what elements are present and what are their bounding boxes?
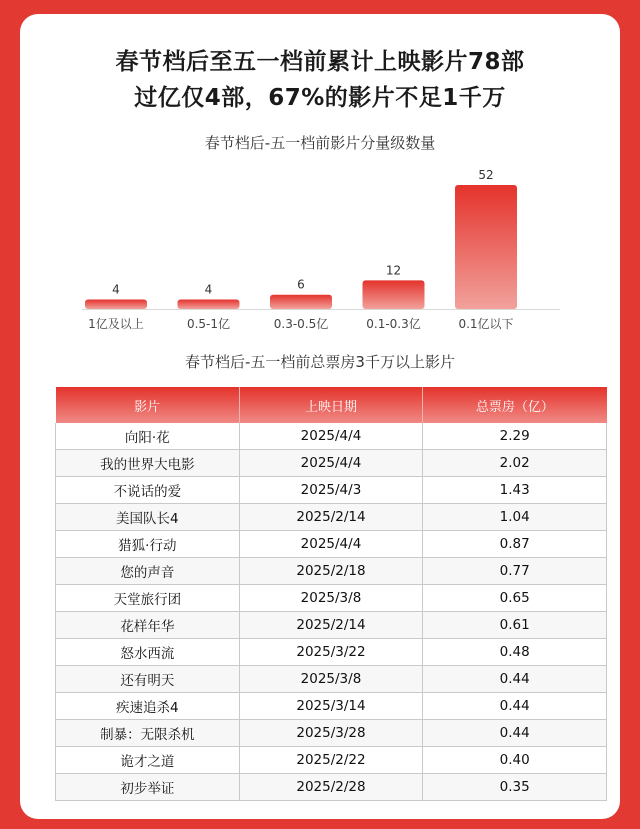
film-cell: 怒水西流 (56, 639, 240, 666)
film-cell: 我的世界大电影 (56, 450, 240, 477)
table-row (56, 666, 607, 693)
table-row (56, 693, 607, 720)
table-row (56, 612, 607, 639)
table-title: 春节档后-五一档前总票房3千万以上影片 (185, 353, 455, 371)
film-cell: 不说话的爱 (56, 477, 240, 504)
film-cell: 您的声音 (56, 558, 240, 585)
film-cell: 天堂旅行团 (56, 585, 240, 612)
box-office-cell: 0.35 (423, 774, 607, 801)
bar (270, 295, 332, 309)
content-card (20, 14, 620, 819)
table-row (56, 450, 607, 477)
release-date-cell: 2025/2/14 (239, 612, 423, 639)
table-row (56, 531, 607, 558)
release-date-cell: 2025/3/14 (239, 693, 423, 720)
table-body (56, 423, 607, 801)
category-tick-label: 1亿及以上 (88, 317, 144, 331)
bar (455, 185, 517, 309)
box-office-cell: 0.77 (423, 558, 607, 585)
table-row (56, 477, 607, 504)
bar-series (85, 168, 517, 331)
film-cell: 花样年华 (56, 612, 240, 639)
bar-value-label: 52 (478, 168, 494, 182)
release-date-cell: 2025/2/14 (239, 504, 423, 531)
release-date-cell: 2025/4/3 (239, 477, 423, 504)
box-office-cell: 0.44 (423, 693, 607, 720)
table-row (56, 747, 607, 774)
box-office-cell: 2.29 (423, 423, 607, 450)
column-header-box-office: 总票房（亿） (423, 387, 607, 423)
table-header-row (56, 387, 607, 423)
table-row (56, 585, 607, 612)
box-office-cell: 0.44 (423, 720, 607, 747)
release-date-cell: 2025/3/8 (239, 585, 423, 612)
film-cell: 向阳·花 (56, 423, 240, 450)
box-office-cell: 0.48 (423, 639, 607, 666)
film-cell: 猎狐·行动 (56, 531, 240, 558)
headline-line-2: 过亿仅4部，67%的影片不足1千万 (134, 85, 506, 111)
film-cell: 疾速追杀4 (56, 693, 240, 720)
bar-value-label: 4 (112, 282, 120, 297)
release-date-cell: 2025/4/4 (239, 423, 423, 450)
category-tick-label: 0.3-0.5亿 (273, 317, 329, 331)
box-office-cell: 1.43 (423, 477, 607, 504)
bar (85, 299, 147, 309)
category-tick-label: 0.5-1亿 (186, 317, 231, 331)
table-row (56, 504, 607, 531)
category-tick-label: 0.1亿以下 (458, 317, 514, 331)
release-date-cell: 2025/4/4 (239, 531, 423, 558)
release-date-cell: 2025/4/4 (239, 450, 423, 477)
box-office-table (55, 387, 607, 801)
box-office-cell: 0.44 (423, 666, 607, 693)
column-header-film: 影片 (56, 387, 240, 423)
film-cell: 美国队长4 (56, 504, 240, 531)
release-date-cell: 2025/3/28 (239, 720, 423, 747)
bar (178, 299, 240, 309)
film-cell: 制暴：无限杀机 (56, 720, 240, 747)
bar-value-label: 4 (204, 282, 213, 297)
film-cell: 还有明天 (56, 666, 240, 693)
bar-value-label: 12 (385, 263, 402, 278)
table-row (56, 558, 607, 585)
headline (20, 44, 620, 116)
table-row (56, 720, 607, 747)
bar (363, 280, 425, 309)
table-row (56, 774, 607, 801)
bar-value-label: 6 (297, 277, 305, 292)
release-date-cell: 2025/2/22 (239, 747, 423, 774)
film-cell: 初步举证 (56, 774, 240, 801)
box-office-cell: 2.02 (423, 450, 607, 477)
category-tick-label: 0.1-0.3亿 (366, 317, 421, 331)
box-office-cell: 0.40 (423, 747, 607, 774)
release-date-cell: 2025/2/18 (239, 558, 423, 585)
table-row (56, 639, 607, 666)
headline-line-1: 春节档后至五一档前累计上映影片78部 (115, 49, 525, 75)
release-date-cell: 2025/3/22 (239, 639, 423, 666)
table-row (56, 423, 607, 450)
box-office-cell: 0.61 (423, 612, 607, 639)
film-cell: 诡才之道 (56, 747, 240, 774)
column-header-release-date: 上映日期 (239, 387, 423, 423)
box-office-cell: 0.65 (423, 585, 607, 612)
release-date-cell: 2025/2/28 (239, 774, 423, 801)
bar-chart (20, 154, 620, 339)
release-date-cell: 2025/3/8 (239, 666, 423, 693)
chart-title: 春节档后-五一档前影片分量级数量 (204, 134, 436, 152)
box-office-cell: 0.87 (423, 531, 607, 558)
box-office-cell: 1.04 (423, 504, 607, 531)
